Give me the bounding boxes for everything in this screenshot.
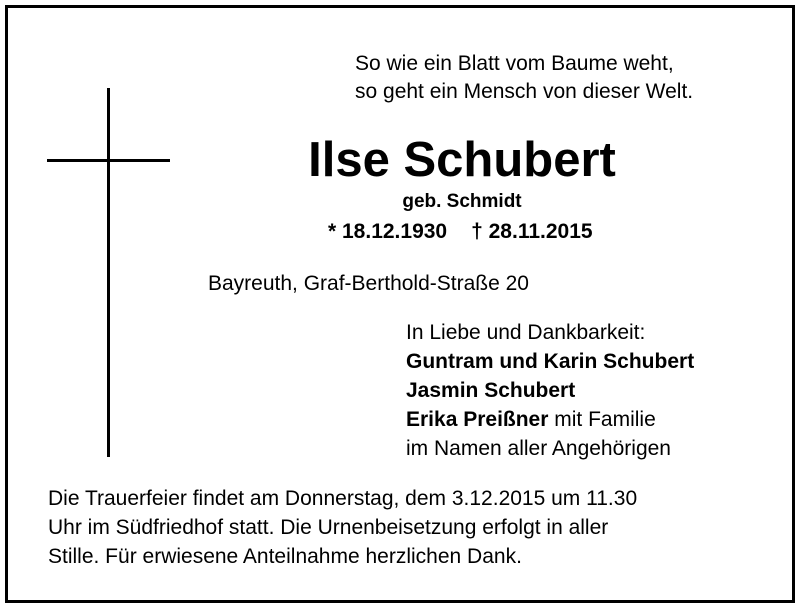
- poem-line-2: so geht ein Mensch von dieser Welt.: [355, 80, 694, 103]
- mourner-name-3: Erika Preißner: [406, 408, 549, 431]
- poem: [355, 50, 693, 106]
- mourner-line-3: [406, 405, 694, 434]
- birth-date: * 18.12.1930: [328, 220, 448, 243]
- address: Bayreuth, Graf-Berthold-Straße 20: [208, 272, 529, 295]
- death-date: † 28.11.2015: [471, 220, 593, 243]
- mourner-line-2: Jasmin Schubert: [406, 379, 576, 402]
- mourners-list: [406, 318, 694, 463]
- mourner-line-4: im Namen aller Angehörigen: [406, 437, 671, 460]
- obituary-notice: [5, 5, 795, 603]
- funeral-line-1: Die Trauerfeier findet am Donnerstag, dem 3.12.2015 um 11.30: [48, 487, 638, 510]
- birth-name: geb. Schmidt: [402, 191, 522, 212]
- funeral-info: [48, 484, 637, 571]
- mourner-line-1: Guntram und Karin Schubert: [406, 350, 695, 373]
- poem-line-1: So wie ein Blatt vom Baume weht,: [355, 52, 674, 75]
- mourner-suffix-3: mit Familie: [548, 408, 656, 431]
- mourners-intro: In Liebe und Dankbarkeit:: [406, 321, 646, 344]
- funeral-line-2: Uhr im Südfriedhof statt. Die Urnenbeisetzung erfolgt in aller: [48, 516, 609, 539]
- deceased-name: Ilse Schubert: [308, 133, 616, 187]
- life-dates: [328, 218, 593, 246]
- funeral-line-3: Stille. Für erwiesene Anteilnahme herzlichen Dank.: [48, 545, 522, 568]
